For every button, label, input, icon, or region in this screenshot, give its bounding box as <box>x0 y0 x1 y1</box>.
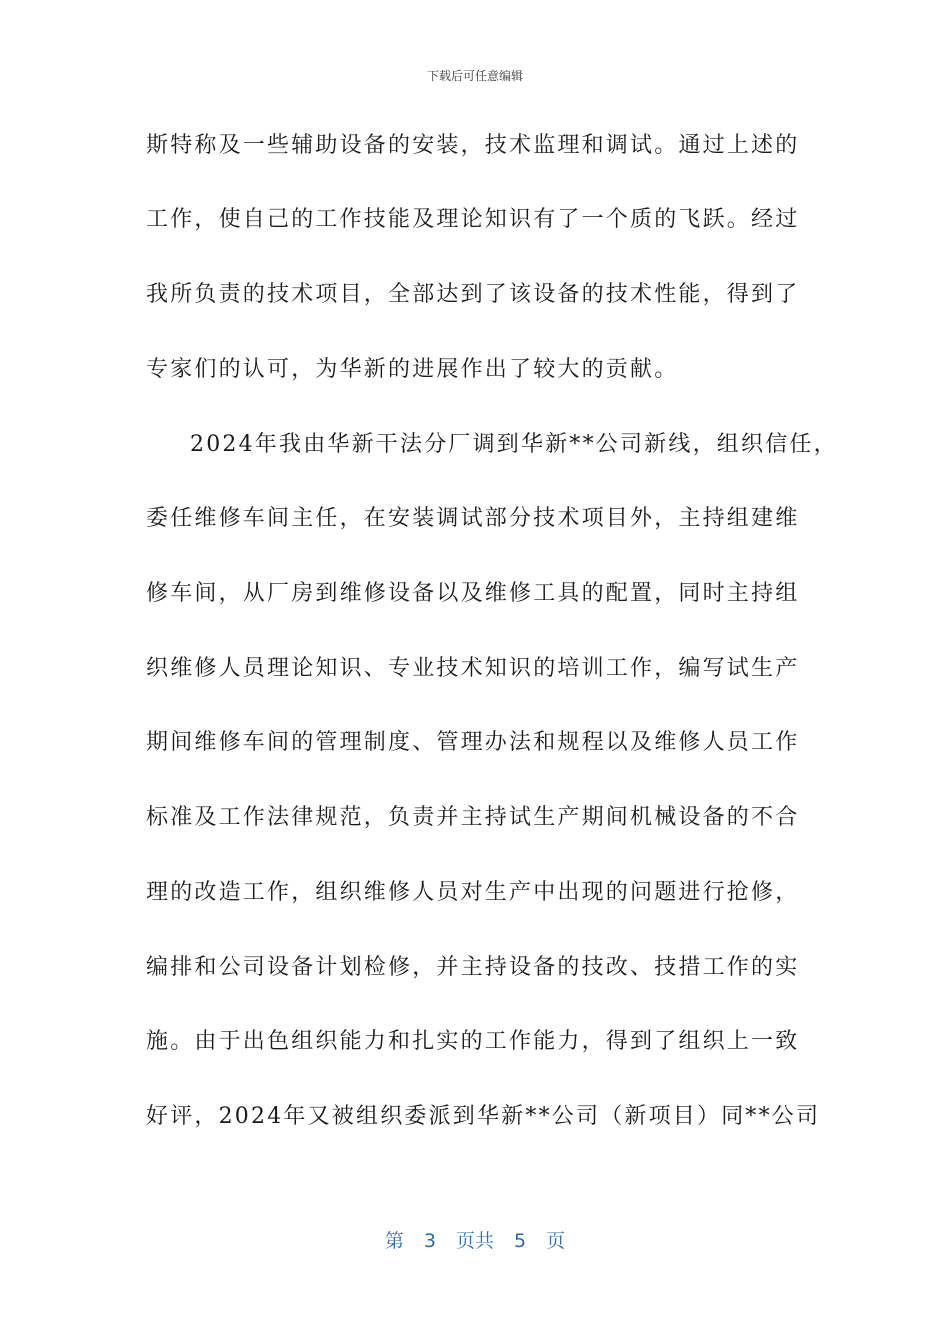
footer-label-end: 页 <box>546 1230 566 1252</box>
footer-total-pages: 5 <box>514 1230 527 1252</box>
body-line: 专家们的认可，为华新的进展作出了较大的贡献。 <box>146 357 679 382</box>
footer-label-of: 页共 <box>455 1230 494 1252</box>
body-line: 斯特称及一些辅助设备的安装，技术监理和调试。通过上述的 <box>146 133 800 158</box>
body-line: 好评，2024年又被组织委派到华新**公司（新项目）同**公司 <box>146 1104 821 1129</box>
body-line: 理的改造工作，组织维修人员对生产中出现的问题进行抢修， <box>146 880 800 905</box>
body-line: 施。由于出色组织能力和扎实的工作能力，得到了组织上一致 <box>146 1029 800 1054</box>
header-note: 下载后可任意编辑 <box>426 69 523 83</box>
body-line: 编排和公司设备计划检修，并主持设备的技改、技措工作的实 <box>146 955 800 980</box>
body-line: 工作，使自己的工作技能及理论知识有了一个质的飞跃。经过 <box>146 207 800 232</box>
footer-current-page: 3 <box>423 1230 436 1252</box>
page-footer <box>0 1226 950 1253</box>
body-line: 我所负责的技术项目，全部达到了该设备的技术性能，得到了 <box>146 282 800 307</box>
body-line-indented: 2024年我由华新干法分厂调到华新**公司新线，组织信任， <box>190 432 838 457</box>
body-line: 期间维修车间的管理制度、管理办法和规程以及维修人员工作 <box>146 730 800 755</box>
body-line: 标准及工作法律规范，负责并主持试生产期间机械设备的不合 <box>146 805 800 830</box>
body-line: 修车间，从厂房到维修设备以及维修工具的配置，同时主持组 <box>146 581 800 606</box>
body-line: 委任维修车间主任，在安装调试部分技术项目外，主持组建维 <box>146 506 800 531</box>
footer-label-page: 第 <box>384 1230 404 1252</box>
body-line: 织维修人员理论知识、专业技术知识的培训工作，编写试生产 <box>146 656 800 681</box>
